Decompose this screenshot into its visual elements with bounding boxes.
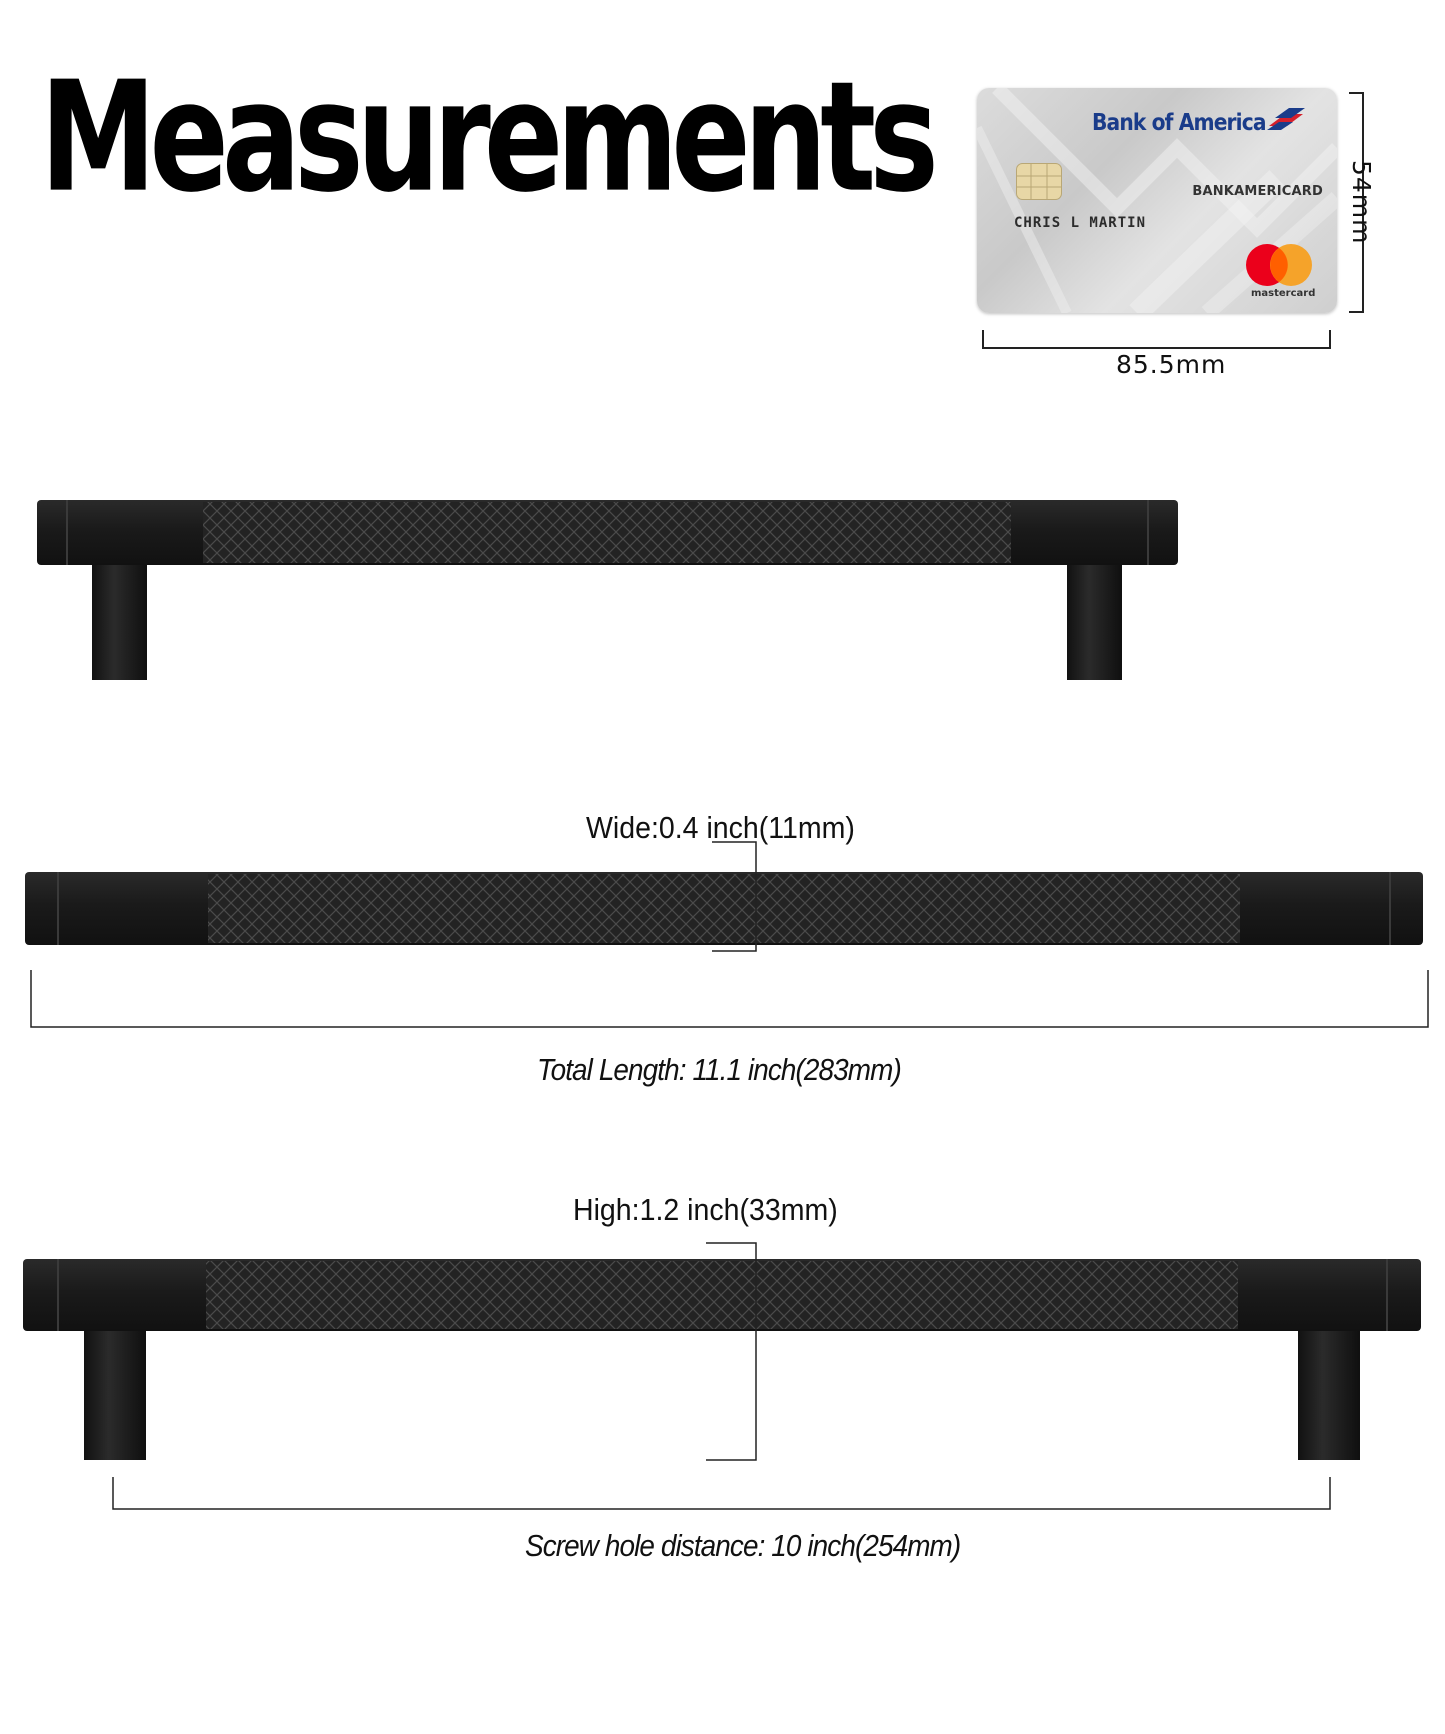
screw-hole-distance-label: Screw hole distance: 10 inch(254mm) <box>525 1528 961 1563</box>
page-title: Measurements <box>40 49 932 227</box>
card-height-label: 54mm <box>1347 160 1376 245</box>
handle-side-view <box>23 1243 1421 1509</box>
card-product-name: BANKAMERICARD <box>1192 184 1323 199</box>
handle1-right-post <box>1067 548 1122 680</box>
card-width-label: 85.5mm <box>1116 350 1227 379</box>
handle-perspective-view <box>37 500 1178 680</box>
handle3-right-post <box>1298 1310 1360 1460</box>
bank-name: Bank of America <box>1092 110 1266 136</box>
handle1-knurl <box>203 502 1011 563</box>
total-length-dimension-line <box>31 970 1428 1027</box>
handle-top-view <box>25 842 1428 1027</box>
handle2-knurl <box>208 874 1240 943</box>
handle3-left-post <box>84 1310 146 1460</box>
total-length-label: Total Length: 11.1 inch(283mm) <box>537 1052 901 1087</box>
high-label: High:1.2 inch(33mm) <box>573 1192 838 1227</box>
handle3-knurl <box>206 1261 1238 1329</box>
cardholder-name: CHRIS L MARTIN <box>1014 215 1147 231</box>
screw-distance-dimension-line <box>113 1477 1330 1509</box>
mastercard-wordmark: mastercard <box>1251 288 1316 299</box>
wide-label: Wide:0.4 inch(11mm) <box>586 810 855 845</box>
handle1-left-post <box>92 548 147 680</box>
